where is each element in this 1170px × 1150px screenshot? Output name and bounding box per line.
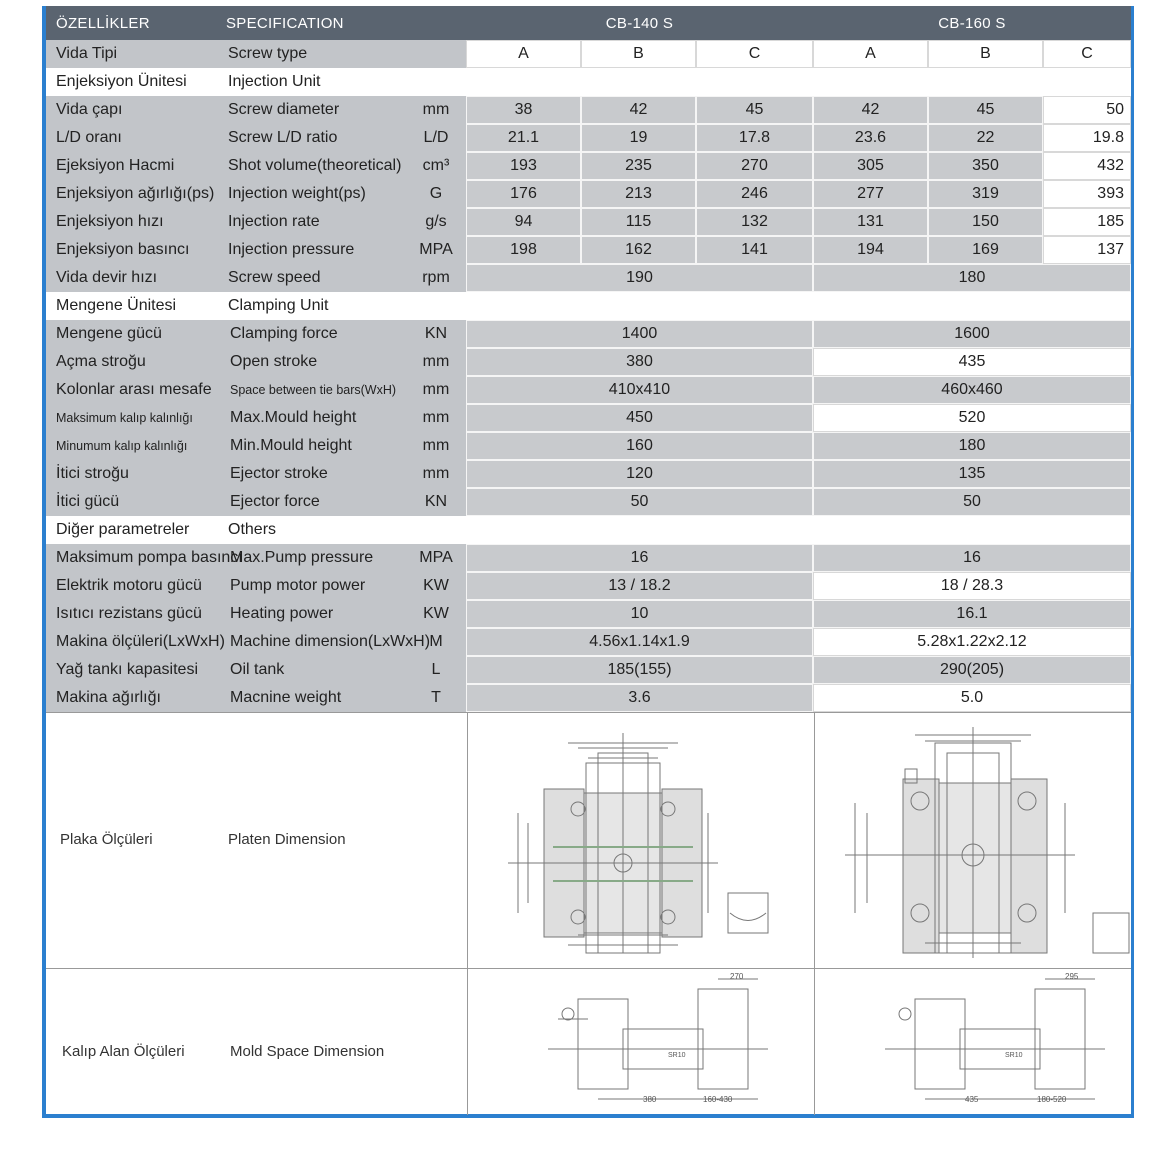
- param-unit: KN: [424, 325, 448, 342]
- mold-drawing-cb140-svg: [468, 969, 814, 1114]
- param-tr: İtici gücü: [56, 493, 120, 510]
- value-m2: 16.1: [813, 600, 1131, 628]
- param-tr: İtici stroğu: [56, 465, 129, 482]
- value-cell: 305: [813, 152, 928, 180]
- platen-tr: Plaka Ölçüleri: [60, 831, 153, 848]
- mold-drawing-cb140: [468, 969, 815, 1115]
- param-unit: L: [431, 661, 441, 678]
- platen-drawing-cb160: [815, 713, 1131, 969]
- value-cell: 198: [466, 236, 581, 264]
- screw-type-cell: B: [928, 40, 1043, 68]
- row-screw-speed: [46, 264, 1131, 292]
- value-cell: 235: [581, 152, 696, 180]
- screw-type-cell: B: [581, 40, 696, 68]
- mold-m1-stroke-label: 380: [643, 1095, 657, 1104]
- param-tr: Ejeksiyon Hacmi: [56, 157, 175, 174]
- value-cell: 319: [928, 180, 1043, 208]
- param-tr: Minumum kalıp kalınlığı: [56, 439, 188, 453]
- param-tr: Yağ tankı kapasitesi: [56, 661, 199, 678]
- screw-speed-m2: 180: [813, 264, 1131, 292]
- mold-m2-sr-label: SR10: [1005, 1052, 1023, 1059]
- param-en: Injection rate: [228, 213, 320, 230]
- screw-speed-tr: Vida devir hızı: [56, 269, 158, 286]
- value-m1: 120: [466, 460, 813, 488]
- screw-type-cell: A: [813, 40, 928, 68]
- value-cell: 137: [1043, 236, 1131, 264]
- value-cell: 22: [928, 124, 1043, 152]
- param-en: Pump motor power: [230, 577, 366, 594]
- param-unit: L/D: [423, 129, 449, 146]
- platen-drawing-cb160-svg: [815, 713, 1131, 968]
- value-cell: 150: [928, 208, 1043, 236]
- section-injection: [46, 68, 1131, 96]
- value-m1: 50: [466, 488, 813, 516]
- param-en: Oil tank: [230, 661, 285, 678]
- value-cell: 115: [581, 208, 696, 236]
- row-injection-4: [46, 208, 1131, 236]
- value-cell: 169: [928, 236, 1043, 264]
- param-unit: KW: [423, 605, 449, 622]
- param-en: Max.Pump pressure: [230, 549, 374, 566]
- row-other-1: [46, 572, 1131, 600]
- platen-dimension-row: [46, 712, 1131, 969]
- param-tr: Enjeksiyon basıncı: [56, 241, 190, 258]
- value-cell: 246: [696, 180, 813, 208]
- param-unit: g/s: [425, 213, 447, 230]
- param-unit: mm: [422, 465, 450, 482]
- platen-drawing-cb140-svg: [468, 713, 814, 968]
- row-clamping-4: [46, 432, 1131, 460]
- param-en: Ejector force: [230, 493, 320, 510]
- value-m1: 1400: [466, 320, 813, 348]
- section-injection-tr: Enjeksiyon Ünitesi: [56, 73, 187, 90]
- param-en: Min.Mould height: [230, 437, 352, 454]
- screw-type-cell: C: [1043, 40, 1131, 68]
- header-ozellikler: ÖZELLİKLER: [56, 14, 150, 32]
- value-cell: 185: [1043, 208, 1131, 236]
- screw-speed-en: Screw speed: [228, 269, 321, 286]
- row-other-0: [46, 544, 1131, 572]
- mold-m2-top-label: 295: [1065, 972, 1079, 981]
- row-clamping-1: [46, 348, 1131, 376]
- value-m2: 16: [813, 544, 1131, 572]
- value-m1: 10: [466, 600, 813, 628]
- value-cell: 19: [581, 124, 696, 152]
- param-en: Open stroke: [230, 353, 318, 370]
- value-cell: 277: [813, 180, 928, 208]
- param-en: Machine dimension(LxWxH): [230, 633, 431, 650]
- param-unit: KN: [424, 493, 448, 510]
- screw-type-tr: Vida Tipi: [56, 45, 118, 62]
- param-en: Space between tie bars(WxH): [230, 383, 397, 397]
- platen-drawing-cb140: [468, 713, 815, 969]
- spec-sheet: [42, 6, 1134, 1118]
- param-en: Injection weight(ps): [228, 185, 366, 202]
- value-cell: 350: [928, 152, 1043, 180]
- param-tr: Makina ölçüleri(LxWxH): [56, 633, 225, 650]
- value-cell: 19.8: [1043, 124, 1131, 152]
- param-unit: G: [429, 185, 443, 202]
- screw-speed-unit: rpm: [422, 269, 450, 286]
- value-cell: 213: [581, 180, 696, 208]
- value-cell: 42: [813, 96, 928, 124]
- value-m2: 435: [813, 348, 1131, 376]
- value-cell: 94: [466, 208, 581, 236]
- mold-m2-stroke-label: 435: [965, 1095, 979, 1104]
- value-m1: 13 / 18.2: [466, 572, 813, 600]
- value-m2: 520: [813, 404, 1131, 432]
- value-m1: 410x410: [466, 376, 813, 404]
- mold-tr: Kalıp Alan Ölçüleri: [62, 1043, 185, 1060]
- value-m2: 290(205): [813, 656, 1131, 684]
- section-others: [46, 516, 1131, 544]
- mold-space-row: [46, 968, 1131, 1115]
- param-unit: KW: [423, 577, 449, 594]
- param-tr: Kolonlar arası mesafe: [56, 381, 212, 398]
- param-unit: mm: [422, 409, 450, 426]
- param-unit: mm: [422, 101, 450, 118]
- value-m2: 1600: [813, 320, 1131, 348]
- header-model-cb140: CB-140 S: [605, 14, 674, 32]
- param-en: Clamping force: [230, 325, 338, 342]
- value-cell: 131: [813, 208, 928, 236]
- param-tr: L/D oranı: [56, 129, 122, 146]
- param-unit: mm: [422, 353, 450, 370]
- value-m2: 18 / 28.3: [813, 572, 1131, 600]
- value-cell: 176: [466, 180, 581, 208]
- mold-label-cell: [46, 969, 468, 1115]
- mold-m2-height-label: 180-520: [1037, 1095, 1067, 1104]
- row-screw-type: [46, 40, 1131, 68]
- value-m2: 50: [813, 488, 1131, 516]
- section-others-tr: Diğer parametreler: [56, 521, 190, 538]
- param-unit: M: [429, 633, 443, 650]
- value-cell: 21.1: [466, 124, 581, 152]
- param-tr: Enjeksiyon hızı: [56, 213, 164, 230]
- value-m2: 460x460: [813, 376, 1131, 404]
- row-injection-2: [46, 152, 1131, 180]
- row-injection-3: [46, 180, 1131, 208]
- mold-drawing-cb160: [815, 969, 1131, 1115]
- screw-type-cell: C: [696, 40, 813, 68]
- param-en: Screw diameter: [228, 101, 340, 118]
- param-en: Heating power: [230, 605, 334, 622]
- value-cell: 45: [928, 96, 1043, 124]
- value-m1: 3.6: [466, 684, 813, 712]
- value-m1: 160: [466, 432, 813, 460]
- platen-en: Platen Dimension: [228, 831, 346, 848]
- param-tr: Makina ağırlığı: [56, 689, 161, 706]
- param-tr: Mengene gücü: [56, 325, 162, 342]
- value-cell: 270: [696, 152, 813, 180]
- row-injection-0: [46, 96, 1131, 124]
- mold-m1-sr-label: SR10: [668, 1052, 686, 1059]
- param-unit: mm: [422, 381, 450, 398]
- mold-drawing-cb160-svg: [815, 969, 1131, 1114]
- row-clamping-2: [46, 376, 1131, 404]
- mold-en: Mold Space Dimension: [230, 1043, 385, 1060]
- table-header: [46, 6, 1131, 40]
- value-cell: 42: [581, 96, 696, 124]
- screw-type-cell: A: [466, 40, 581, 68]
- param-tr: Elektrik motoru gücü: [56, 577, 202, 594]
- value-cell: 23.6: [813, 124, 928, 152]
- value-m1: 380: [466, 348, 813, 376]
- platen-label-cell: [46, 713, 468, 969]
- row-other-4: [46, 656, 1131, 684]
- value-cell: 45: [696, 96, 813, 124]
- value-cell: 193: [466, 152, 581, 180]
- value-m2: 135: [813, 460, 1131, 488]
- value-m1: 16: [466, 544, 813, 572]
- section-clamping: [46, 292, 1131, 320]
- row-other-3: [46, 628, 1131, 656]
- value-m2: 180: [813, 432, 1131, 460]
- section-others-en: Others: [228, 521, 277, 538]
- param-tr: Açma stroğu: [56, 353, 146, 370]
- value-cell: 393: [1043, 180, 1131, 208]
- screw-type-en: Screw type: [228, 45, 308, 62]
- param-unit: MPA: [419, 241, 453, 258]
- section-clamping-en: Clamping Unit: [228, 297, 329, 314]
- param-tr: Vida çapı: [56, 101, 123, 118]
- param-tr: Enjeksiyon ağırlığı(ps): [56, 185, 215, 202]
- row-clamping-6: [46, 488, 1131, 516]
- param-en: Ejector stroke: [230, 465, 328, 482]
- row-clamping-5: [46, 460, 1131, 488]
- row-other-2: [46, 600, 1131, 628]
- value-cell: 141: [696, 236, 813, 264]
- row-injection-5: [46, 236, 1131, 264]
- param-unit: cm³: [422, 157, 450, 174]
- value-cell: 50: [1043, 96, 1131, 124]
- param-unit: mm: [422, 437, 450, 454]
- header-specification: SPECIFICATION: [226, 14, 344, 32]
- param-unit: T: [431, 689, 441, 706]
- value-cell: 17.8: [696, 124, 813, 152]
- param-en: Macnine weight: [230, 689, 342, 706]
- param-en: Injection pressure: [228, 241, 355, 258]
- section-clamping-tr: Mengene Ünitesi: [56, 297, 177, 314]
- param-en: Shot volume(theoretical): [228, 157, 402, 174]
- row-other-5: [46, 684, 1131, 712]
- value-m1: 450: [466, 404, 813, 432]
- row-clamping-0: [46, 320, 1131, 348]
- screw-speed-m1: 190: [466, 264, 813, 292]
- mold-m1-height-label: 160-430: [703, 1095, 733, 1104]
- value-m1: 185(155): [466, 656, 813, 684]
- value-m2: 5.0: [813, 684, 1131, 712]
- header-model-cb160: CB-160 S: [938, 14, 1006, 32]
- mold-m1-top-label: 270: [730, 972, 744, 981]
- value-m2: 5.28x1.22x2.12: [813, 628, 1131, 656]
- row-injection-1: [46, 124, 1131, 152]
- row-clamping-3: [46, 404, 1131, 432]
- value-cell: 132: [696, 208, 813, 236]
- param-tr: Maksimum pompa basıncı: [56, 549, 243, 566]
- param-en: Screw L/D ratio: [228, 129, 338, 146]
- value-cell: 38: [466, 96, 581, 124]
- section-injection-en: Injection Unit: [228, 73, 321, 90]
- param-tr: Maksimum kalıp kalınlığı: [56, 411, 193, 425]
- value-cell: 432: [1043, 152, 1131, 180]
- value-m1: 4.56x1.14x1.9: [466, 628, 813, 656]
- param-en: Max.Mould height: [230, 409, 357, 426]
- value-cell: 162: [581, 236, 696, 264]
- value-cell: 194: [813, 236, 928, 264]
- param-unit: MPA: [419, 549, 453, 566]
- param-tr: Isıtıcı rezistans gücü: [56, 605, 202, 622]
